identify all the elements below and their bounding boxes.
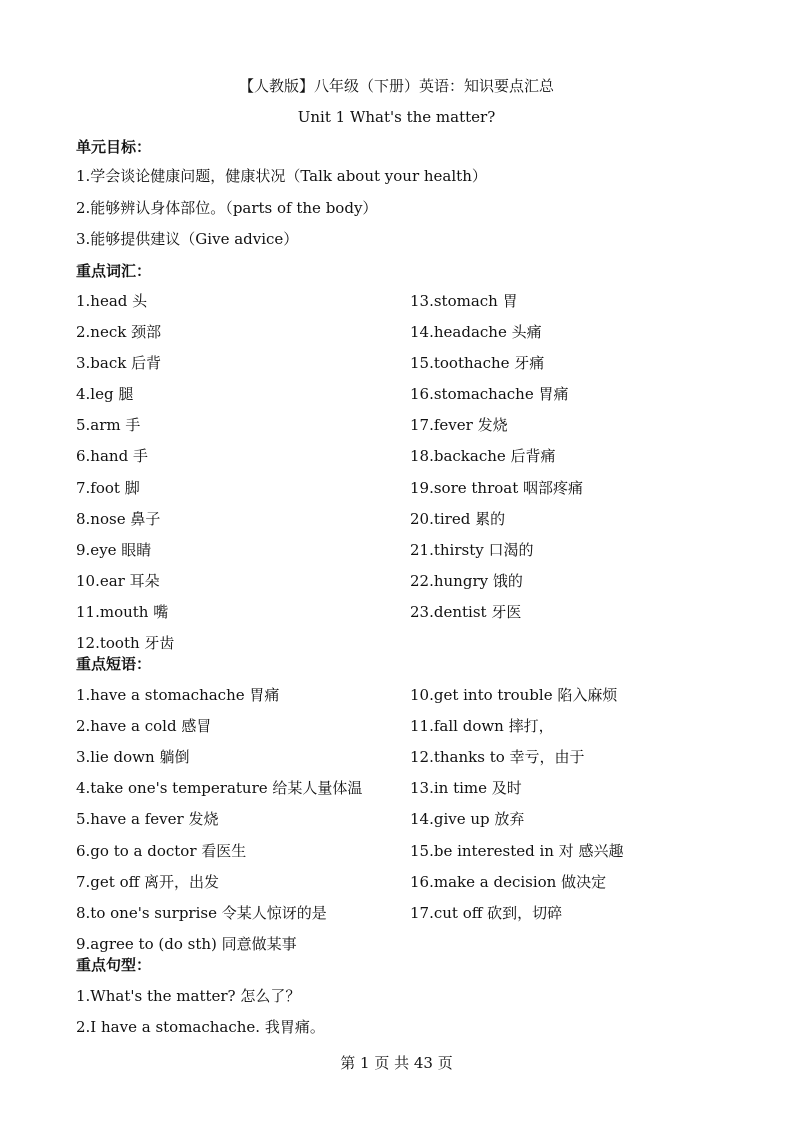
document-title: 【人教版】八年级（下册）英语：知识要点汇总 [238, 77, 554, 95]
goals-heading: 单元目标： [76, 138, 152, 156]
sentence-item: 1.What's the matter? 怎么了？ [76, 987, 301, 1005]
vocab-item: 6.hand 手 [76, 447, 148, 465]
goal-item: 1.学会谈论健康问题，健康状况（Talk about your health） [76, 167, 487, 185]
phrase-item: 1.have a stomachache 胃痛 [76, 686, 280, 704]
sentence-item: 2.I have a stomachache. 我胃痛。 [76, 1018, 325, 1036]
phrase-item: 14.give up 放弃 [410, 810, 525, 828]
phrase-item: 8.to one's surprise 令某人惊讶的是 [76, 904, 327, 922]
goal-item: 2.能够辨认身体部位。（parts of the body） [76, 199, 378, 217]
vocab-item: 19.sore throat 咽部疼痛 [410, 479, 584, 497]
phrase-item: 13.in time 及时 [410, 779, 522, 797]
vocab-item: 23.dentist 牙医 [410, 603, 522, 621]
vocab-item: 11.mouth 嘴 [76, 603, 169, 621]
vocab-item: 4.leg 腿 [76, 385, 134, 403]
phrase-item: 2.have a cold 感冒 [76, 717, 212, 735]
phrase-item: 16.make a decision 做决定 [410, 873, 607, 891]
vocab-item: 15.toothache 牙痛 [410, 354, 545, 372]
unit-title: Unit 1 What's the matter? [297, 108, 496, 126]
vocab-item: 7.foot 脚 [76, 479, 140, 497]
vocab-item: 20.tired 累的 [410, 510, 506, 528]
vocab-item: 14.headache 头痛 [410, 323, 542, 341]
vocab-item: 10.ear 耳朵 [76, 572, 160, 590]
vocab-item: 3.back 后背 [76, 354, 162, 372]
vocab-item: 18.backache 后背痛 [410, 447, 556, 465]
phrase-item: 7.get off 离开，出发 [76, 873, 220, 891]
phrase-item: 17.cut off 砍到，切碎 [410, 904, 563, 922]
vocab-item: 8.nose 鼻子 [76, 510, 161, 528]
phrase-item: 11.fall down 摔打， [410, 717, 554, 735]
vocab-item: 1.head 头 [76, 292, 148, 310]
phrase-item: 5.have a fever 发烧 [76, 810, 219, 828]
vocab-item: 21.thirsty 口渴的 [410, 541, 534, 559]
goal-item: 3.能够提供建议（Give advice） [76, 230, 299, 248]
phrase-item: 9.agree to (do sth) 同意做某事 [76, 935, 297, 953]
vocab-item: 12.tooth 牙齿 [76, 634, 175, 652]
phrase-item: 6.go to a doctor 看医生 [76, 842, 247, 860]
vocab-item: 9.eye 眼睛 [76, 541, 152, 559]
vocab-item: 17.fever 发烧 [410, 416, 508, 434]
phrase-item: 4.take one's temperature 给某人量体温 [76, 779, 363, 797]
vocab-item: 22.hungry 饿的 [410, 572, 523, 590]
phrases-heading: 重点短语： [76, 655, 152, 673]
vocab-heading: 重点词汇： [76, 262, 152, 280]
phrase-item: 3.lie down 躺倒 [76, 748, 190, 766]
vocab-item: 13.stomach 胃 [410, 292, 518, 310]
vocab-item: 2.neck 颈部 [76, 323, 162, 341]
phrase-item: 10.get into trouble 陷入麻烦 [410, 686, 618, 704]
vocab-item: 16.stomachache 胃痛 [410, 385, 569, 403]
phrase-item: 15.be interested in 对 感兴趣 [410, 842, 624, 860]
page-footer: 第 1 页 共 43 页 [340, 1054, 453, 1072]
vocab-item: 5.arm 手 [76, 416, 141, 434]
sentences-heading: 重点句型： [76, 956, 152, 974]
phrase-item: 12.thanks to 幸亏，由于 [410, 748, 585, 766]
